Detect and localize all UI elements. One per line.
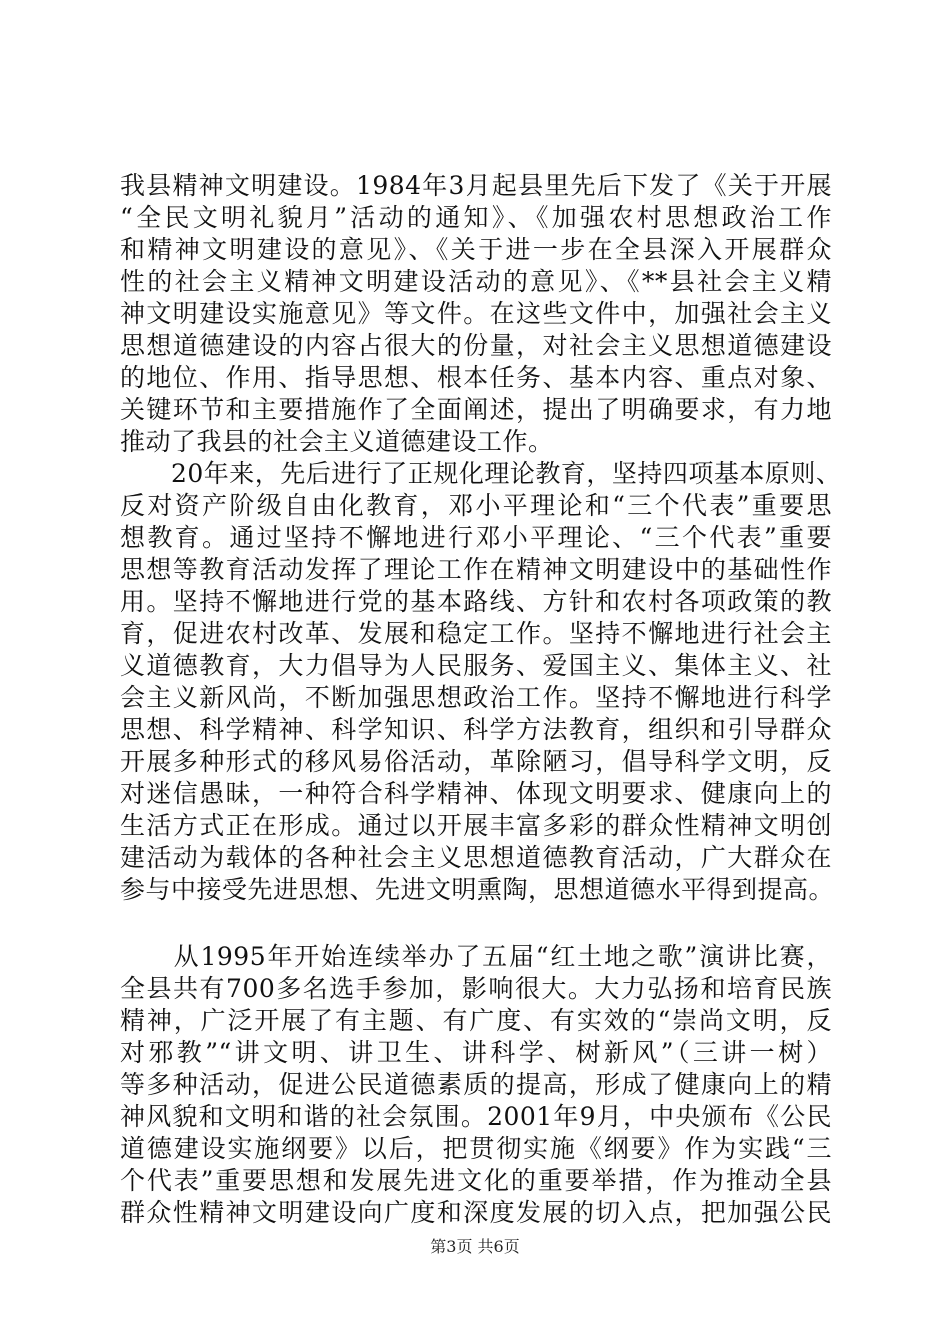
document-body bbox=[120, 170, 842, 1229]
text-line: “全民文明礼貌月”活动的通知》、《加强农村思想政治工作 bbox=[120, 203, 832, 232]
text-line: 反对资产阶级自由化教育，邓小平理论和“三个代表”重要思 bbox=[120, 491, 832, 520]
text-line: 等多种活动，促进公民道德素质的提高，形成了健康向上的精 bbox=[120, 1070, 832, 1099]
text-line: 会主义新风尚，不断加强思想政治工作。坚持不懈地进行科学 bbox=[120, 683, 832, 712]
text-line: 从1995年开始连续举办了五届“红土地之歌”演讲比赛， bbox=[120, 942, 832, 971]
text-line: 道德建设实施纲要》以后，把贯彻实施《纲要》作为实践“三 bbox=[120, 1134, 832, 1163]
text-line: 用。坚持不懈地进行党的基本路线、方针和农村各项政策的教 bbox=[120, 587, 832, 616]
text-line: 育，促进农村改革、发展和稳定工作。坚持不懈地进行社会主 bbox=[120, 619, 832, 648]
text-line: 的地位、作用、指导思想、根本任务、基本内容、重点对象、 bbox=[120, 363, 832, 392]
text-line: 推动了我县的社会主义道德建设工作。 bbox=[120, 427, 554, 456]
text-line: 神风貌和文明和谐的社会氛围。2001年9月，中央颁布《公民 bbox=[120, 1102, 832, 1131]
page-number-footer: 第3页 共6页 bbox=[430, 1237, 520, 1256]
text-line: 我县精神文明建设。1984年3月起县里先后下发了《关于开展 bbox=[120, 171, 832, 200]
text-line: 生活方式正在形成。通过以开展丰富多彩的群众性精神文明创 bbox=[120, 811, 832, 840]
text-line: 精神，广泛开展了有主题、有广度、有实效的“崇尚文明，反 bbox=[120, 1006, 832, 1035]
text-line: 个代表”重要思想和发展先进文化的重要举措，作为推动全县 bbox=[120, 1166, 832, 1195]
text-line: 想教育。通过坚持不懈地进行邓小平理论、“三个代表”重要 bbox=[120, 523, 832, 552]
text-line: 群众性精神文明建设向广度和深度发展的切入点，把加强公民 bbox=[120, 1198, 832, 1227]
text-line: 建活动为载体的各种社会主义思想道德教育活动，广大群众在 bbox=[120, 843, 832, 872]
text-line: 参与中接受先进思想、先进文明熏陶，思想道德水平得到提高。 bbox=[120, 875, 835, 904]
text-line: 思想、科学精神、科学知识、科学方法教育，组织和引导群众 bbox=[120, 715, 832, 744]
text-line: 思想道德建设的内容占很大的份量，对社会主义思想道德建设 bbox=[120, 331, 832, 360]
text-line: 关键环节和主要措施作了全面阐述，提出了明确要求，有力地 bbox=[120, 395, 832, 424]
text-line: 性的社会主义精神文明建设活动的意见》、《**县社会主义精 bbox=[120, 267, 832, 296]
text-line: 对邪教”“讲文明、讲卫生、讲科学、树新风”（三讲一树） bbox=[120, 1038, 832, 1067]
text-line: 全县共有700多名选手参加，影响很大。大力弘扬和培育民族 bbox=[120, 974, 832, 1003]
text-line: 开展多种形式的移风易俗活动，革除陋习，倡导科学文明，反 bbox=[120, 747, 832, 776]
text-line: 20年来，先后进行了正规化理论教育，坚持四项基本原则、 bbox=[120, 459, 842, 488]
text-line: 神文明建设实施意见》等文件。在这些文件中，加强社会主义 bbox=[120, 299, 832, 328]
text-line: 思想等教育活动发挥了理论工作在精神文明建设中的基础性作 bbox=[120, 555, 832, 584]
text-line: 对迷信愚昧，一种符合科学精神、体现文明要求、健康向上的 bbox=[120, 779, 832, 808]
text-line: 和精神文明建设的意见》、《关于进一步在全县深入开展群众 bbox=[120, 235, 832, 264]
text-line: 义道德教育，大力倡导为人民服务、爱国主义、集体主义、社 bbox=[120, 651, 832, 680]
